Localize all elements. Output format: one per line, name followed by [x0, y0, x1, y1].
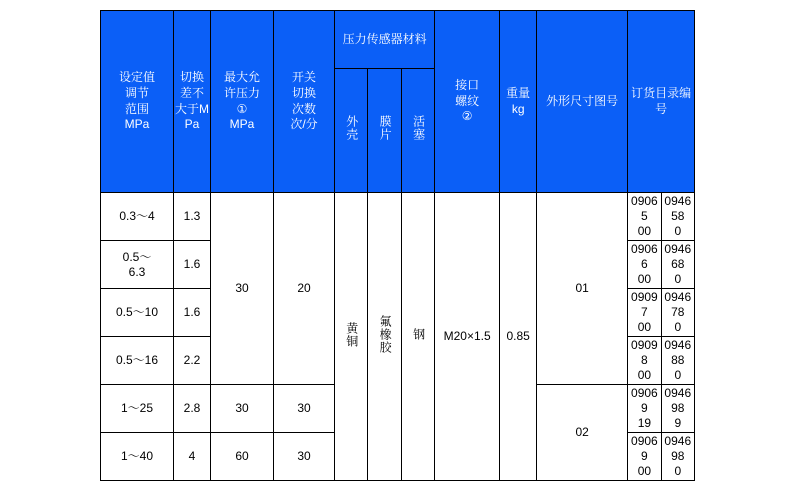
cell-catalog-no-2-line-1: 094698: [664, 434, 692, 463]
header-max-pressure-line-4: MPa: [229, 117, 255, 132]
header-interface-thread-line-1: 接口: [455, 78, 480, 93]
header-switch-times-line-3: 次数: [291, 101, 316, 116]
cell-interface-thread: M20×1.5: [435, 193, 500, 481]
header-max-pressure-line-2: 许压力: [223, 85, 260, 100]
cell-set-range: [101, 241, 174, 289]
cell-switch-differential: 1.3: [174, 193, 211, 241]
cell-catalog-no-1-line-2: 00: [637, 368, 652, 382]
cell-catalog-no-2: [661, 433, 694, 481]
cell-catalog-no-2-line-1: 094668: [664, 242, 692, 271]
header-piston-text: 活塞: [411, 115, 426, 142]
header-switch-times-line-1: 开关: [291, 70, 316, 85]
cell-catalog-no-1: [628, 337, 661, 385]
cell-piston-material: [401, 193, 434, 481]
cell-diaphragm-material: [368, 193, 401, 481]
cell-max-pressure: 30: [211, 385, 274, 433]
cell-catalog-no-1-line-2: 00: [637, 464, 652, 478]
cell-catalog-no-2-line-1: 094688: [664, 338, 692, 367]
cell-max-pressure-merged: 30: [211, 193, 274, 385]
cell-piston-material-text: 钢: [411, 328, 426, 341]
cell-shell-material: [335, 193, 368, 481]
cell-catalog-no-1-line-1: 09069: [631, 386, 658, 415]
cell-catalog-no-2: [661, 289, 694, 337]
cell-diaphragm-material-text: 氟橡胶: [378, 315, 393, 354]
cell-catalog-no-1-line-1: 09069: [631, 434, 658, 463]
cell-catalog-no-1-line-2: 00: [637, 272, 652, 286]
cell-catalog-no-1: [628, 289, 661, 337]
cell-switch-times-merged: 20: [274, 193, 335, 385]
cell-catalog-no-2-line-2: 0: [674, 224, 682, 238]
cell-dimension-drawing-01: 01: [537, 193, 628, 385]
cell-set-range-line-2: 6.3: [128, 264, 146, 279]
cell-catalog-no-2: [661, 337, 694, 385]
cell-max-pressure: 60: [211, 433, 274, 481]
header-switch-times-line-4: 次/分: [290, 117, 318, 132]
table-row: [101, 193, 695, 241]
cell-catalog-no-1: [628, 241, 661, 289]
header-max-pressure-line-3: ①: [236, 101, 248, 116]
cell-set-range-line-1: 0.5～: [122, 249, 152, 264]
header-interface-thread: [435, 11, 500, 193]
table-body: [101, 193, 695, 481]
header-switch-times: [274, 11, 335, 193]
cell-dimension-drawing-02: 02: [537, 385, 628, 481]
cell-set-range: 0.5～16: [101, 337, 174, 385]
cell-set-range: 1～25: [101, 385, 174, 433]
cell-switch-times: 30: [274, 433, 335, 481]
cell-catalog-no-2-line-2: 0: [674, 320, 682, 334]
header-set-range: [101, 11, 174, 193]
cell-weight: 0.85: [500, 193, 537, 481]
cell-catalog-no-1: [628, 193, 661, 241]
header-set-range-line-2: 调节: [124, 85, 149, 100]
cell-catalog-no-2-line-2: 0: [674, 464, 682, 478]
cell-switch-differential: 1.6: [174, 289, 211, 337]
cell-set-range: 1～40: [101, 433, 174, 481]
cell-switch-differential: 1.6: [174, 241, 211, 289]
header-dimension-drawing: 外形尺寸图号: [537, 11, 628, 193]
header-interface-thread-line-3: ②: [461, 109, 473, 124]
specification-table: [100, 10, 695, 481]
cell-catalog-no-1-line-2: 19: [637, 416, 652, 430]
header-weight-line-2: kg: [511, 101, 525, 116]
header-order-catalog-no: 订货目录编号: [628, 11, 695, 193]
header-switch-times-line-2: 切换: [291, 85, 316, 100]
cell-catalog-no-2-line-2: 9: [674, 416, 682, 430]
cell-shell-material-text: 黄铜: [344, 321, 359, 348]
table-header: [101, 11, 695, 193]
header-piston: [401, 69, 434, 193]
spec-table-container: [100, 10, 695, 481]
header-interface-thread-line-2: 螺纹: [455, 93, 480, 108]
cell-catalog-no-2-line-1: 094658: [664, 194, 692, 223]
cell-catalog-no-2: [661, 385, 694, 433]
cell-catalog-no-1-line-1: 09066: [631, 242, 658, 271]
cell-catalog-no-1-line-2: 00: [637, 320, 652, 334]
cell-switch-times: 30: [274, 385, 335, 433]
cell-catalog-no-2: [661, 193, 694, 241]
cell-set-range: 0.5～10: [101, 289, 174, 337]
cell-catalog-no-2: [661, 241, 694, 289]
cell-catalog-no-2-line-1: 094698: [664, 386, 692, 415]
cell-switch-differential: 2.8: [174, 385, 211, 433]
cell-switch-differential: 4: [174, 433, 211, 481]
cell-catalog-no-1: [628, 433, 661, 481]
header-shell-text: 外壳: [344, 115, 359, 142]
cell-catalog-no-1-line-2: 00: [637, 224, 652, 238]
header-weight-line-1: 重量: [506, 85, 531, 100]
cell-switch-differential: 2.2: [174, 337, 211, 385]
cell-catalog-no-1-line-1: 09065: [631, 194, 658, 223]
header-weight: [500, 11, 537, 193]
cell-catalog-no-1: [628, 385, 661, 433]
cell-catalog-no-2-line-2: 0: [674, 272, 682, 286]
header-set-range-line-1: 设定值: [118, 70, 155, 85]
header-diaphragm-text: 膜片: [378, 115, 393, 142]
header-max-pressure-line-1: 最大允: [223, 70, 260, 85]
header-sensor-material-group: 压力传感器材料: [335, 11, 435, 69]
header-set-range-line-3: 范围: [124, 101, 149, 116]
header-diaphragm: [368, 69, 401, 193]
header-set-range-line-4: MPa: [124, 117, 150, 132]
cell-catalog-no-2-line-1: 094678: [664, 290, 692, 319]
header-shell: [335, 69, 368, 193]
cell-set-range: 0.3～4: [101, 193, 174, 241]
header-max-pressure: [211, 11, 274, 193]
cell-catalog-no-2-line-2: 0: [674, 368, 682, 382]
header-switch-differential: 切换差不大于MPa: [174, 11, 211, 193]
header-row-top: [101, 11, 695, 69]
cell-catalog-no-1-line-1: 09097: [631, 290, 658, 319]
cell-catalog-no-1-line-1: 09098: [631, 338, 658, 367]
